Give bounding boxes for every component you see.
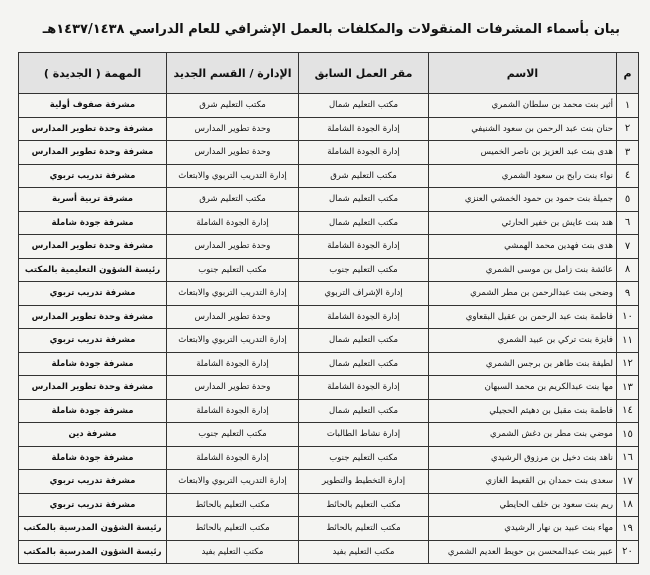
row-new-role: مشرفة تربية أسرية [19, 188, 167, 212]
row-name: عبير بنت عبدالمحسن بن حويط العديم الشمري [429, 540, 617, 564]
table-row [19, 352, 639, 376]
row-new-role: مشرفة وحدة تطوير المدارس [19, 141, 167, 165]
row-new-department: مكتب التعليم بالحائط [167, 493, 299, 517]
table-row [19, 470, 639, 494]
row-prev-workplace: مكتب التعليم شرق [299, 164, 429, 188]
row-prev-workplace: مكتب التعليم شمال [299, 352, 429, 376]
row-name: هدى بنت فهدين محمد الهمشي [429, 235, 617, 259]
table-row [19, 188, 639, 212]
table-row [19, 305, 639, 329]
row-new-role: مشرفة جودة شاملة [19, 352, 167, 376]
row-new-role: مشرفة تدريب تربوي [19, 493, 167, 517]
row-number: ٧ [617, 235, 639, 259]
row-name: حنان بنت عبد الرحمن بن سعود الشنيفي [429, 117, 617, 141]
row-name: هدى بنت عبد العزيز بن ناصر الخميس [429, 141, 617, 165]
row-number: ١ [617, 94, 639, 118]
row-new-role: رئيسة الشؤون المدرسية بالمكتب [19, 540, 167, 564]
row-new-department: وحدة تطوير المدارس [167, 376, 299, 400]
row-new-role: رئيسة الشؤون التعليمية بالمكتب [19, 258, 167, 282]
row-new-department: إدارة الجودة الشاملة [167, 399, 299, 423]
row-new-role: مشرفة تدريب تربوي [19, 164, 167, 188]
row-new-department: وحدة تطوير المدارس [167, 305, 299, 329]
header-name: الاسم [429, 53, 617, 94]
row-new-role: مشرفة وحدة تطوير المدارس [19, 376, 167, 400]
row-prev-workplace: مكتب التعليم شمال [299, 94, 429, 118]
row-new-role: مشرفة جودة شاملة [19, 446, 167, 470]
row-new-role: مشرفة وحدة تطوير المدارس [19, 117, 167, 141]
row-prev-workplace: مكتب التعليم شمال [299, 329, 429, 353]
row-prev-workplace: إدارة الجودة الشاملة [299, 376, 429, 400]
row-new-department: إدارة الجودة الشاملة [167, 211, 299, 235]
table-row [19, 141, 639, 165]
row-new-department: إدارة الجودة الشاملة [167, 446, 299, 470]
row-number: ٢ [617, 117, 639, 141]
row-new-role: مشرفة تدريب تربوي [19, 470, 167, 494]
row-prev-workplace: إدارة الجودة الشاملة [299, 117, 429, 141]
supervisors-table [18, 52, 639, 564]
row-new-department: مكتب التعليم بالحائط [167, 517, 299, 541]
table-row [19, 493, 639, 517]
row-new-department: إدارة التدريب التربوي والابتعاث [167, 164, 299, 188]
row-new-role: مشرفة صفوف أولية [19, 94, 167, 118]
row-number: ٤ [617, 164, 639, 188]
row-name: فايزة بنت تركي بن عبيد الشمري [429, 329, 617, 353]
row-prev-workplace: مكتب التعليم بفيد [299, 540, 429, 564]
document-title: بيان بأسماء المشرفات المنقولات والمكلفات بالعمل الإشرافي للعام الدراسي ١٤٣٧/١٤٣٨هـ [42, 22, 620, 37]
row-name: لطيفة بنت طاهر بن برجس الشمري [429, 352, 617, 376]
row-name: وضحى بنت عبدالرحمن بن مطر الشمري [429, 282, 617, 306]
table-row [19, 258, 639, 282]
row-new-role: مشرفة جودة شاملة [19, 211, 167, 235]
row-prev-workplace: مكتب التعليم شمال [299, 211, 429, 235]
row-name: أثير بنت محمد بن سلطان الشمري [429, 94, 617, 118]
row-new-role: مشرفة وحدة تطوير المدارس [19, 235, 167, 259]
table-row [19, 329, 639, 353]
row-name: فاطمة بنت مقبل بن دهيثم الحجيلي [429, 399, 617, 423]
header-prev-workplace: مقر العمل السابق [299, 53, 429, 94]
row-new-department: إدارة التدريب التربوي والابتعاث [167, 282, 299, 306]
table-header-row [19, 53, 639, 94]
row-new-department: وحدة تطوير المدارس [167, 235, 299, 259]
row-name: مهاء بنت عبيد بن نهار الرشيدي [429, 517, 617, 541]
row-new-department: إدارة التدريب التربوي والابتعاث [167, 329, 299, 353]
table-row [19, 376, 639, 400]
row-number: ١٧ [617, 470, 639, 494]
row-prev-workplace: إدارة الجودة الشاملة [299, 141, 429, 165]
table-row [19, 517, 639, 541]
table-row [19, 211, 639, 235]
row-number: ٨ [617, 258, 639, 282]
row-name: موضي بنت مطر بن دغش الشمري [429, 423, 617, 447]
row-name: ريم بنت سعود بن خلف الحايطي [429, 493, 617, 517]
row-number: ١٨ [617, 493, 639, 517]
row-new-department: وحدة تطوير المدارس [167, 117, 299, 141]
row-prev-workplace: مكتب التعليم شمال [299, 399, 429, 423]
row-new-department: مكتب التعليم جنوب [167, 423, 299, 447]
row-number: ٣ [617, 141, 639, 165]
header-new-department: الإدارة / القسم الجديد [167, 53, 299, 94]
row-name: عائشة بنت زامل بن موسى الشمري [429, 258, 617, 282]
row-prev-workplace: إدارة نشاط الطالبات [299, 423, 429, 447]
row-prev-workplace: مكتب التعليم شمال [299, 188, 429, 212]
row-new-role: مشرفة دين [19, 423, 167, 447]
row-number: ١٩ [617, 517, 639, 541]
table-row [19, 94, 639, 118]
row-new-department: مكتب التعليم شرق [167, 188, 299, 212]
row-number: ٦ [617, 211, 639, 235]
row-prev-workplace: مكتب التعليم جنوب [299, 258, 429, 282]
row-prev-workplace: مكتب التعليم بالحائط [299, 493, 429, 517]
row-prev-workplace: إدارة الجودة الشاملة [299, 305, 429, 329]
row-new-department: مكتب التعليم شرق [167, 94, 299, 118]
table-row [19, 164, 639, 188]
row-name: فاطمة بنت عبد الرحمن بن عقيل البقعاوي [429, 305, 617, 329]
row-new-department: إدارة الجودة الشاملة [167, 352, 299, 376]
table-row [19, 446, 639, 470]
row-name: هند بنت عايش بن خفير الحارثي [429, 211, 617, 235]
row-name: ناهد بنت دخيل بن مرزوق الرشيدي [429, 446, 617, 470]
row-name: مها بنت عبدالكريم بن محمد السبهان [429, 376, 617, 400]
row-new-role: رئيسة الشؤون المدرسية بالمكتب [19, 517, 167, 541]
row-new-role: مشرفة تدريب تربوي [19, 282, 167, 306]
row-number: ٥ [617, 188, 639, 212]
header-new-role: المهمة ( الجديدة ) [19, 53, 167, 94]
row-new-role: مشرفة تدريب تربوي [19, 329, 167, 353]
row-new-role: مشرفة وحدة تطوير المدارس [19, 305, 167, 329]
table-row [19, 235, 639, 259]
row-number: ٢٠ [617, 540, 639, 564]
row-number: ١٦ [617, 446, 639, 470]
row-number: ١٥ [617, 423, 639, 447]
row-number: ٩ [617, 282, 639, 306]
row-new-department: وحدة تطوير المدارس [167, 141, 299, 165]
row-number: ١٣ [617, 376, 639, 400]
row-name: نواء بنت رابح بن سعود الشمري [429, 164, 617, 188]
row-prev-workplace: إدارة الجودة الشاملة [299, 235, 429, 259]
row-name: سعدى بنت حمدان بن القعيط الغازي [429, 470, 617, 494]
row-number: ١٠ [617, 305, 639, 329]
table-row [19, 423, 639, 447]
row-prev-workplace: إدارة التخطيط والتطوير [299, 470, 429, 494]
row-name: جميلة بنت حمود بن حمود الخمشي العنزي [429, 188, 617, 212]
row-number: ١١ [617, 329, 639, 353]
row-new-department: إدارة التدريب التربوي والابتعاث [167, 470, 299, 494]
header-num: م [617, 53, 639, 94]
row-new-department: مكتب التعليم جنوب [167, 258, 299, 282]
row-prev-workplace: إدارة الإشراف التربوي [299, 282, 429, 306]
table-row [19, 282, 639, 306]
row-prev-workplace: مكتب التعليم جنوب [299, 446, 429, 470]
row-new-role: مشرفة جودة شاملة [19, 399, 167, 423]
row-number: ١٢ [617, 352, 639, 376]
table-row [19, 540, 639, 564]
row-number: ١٤ [617, 399, 639, 423]
table-row [19, 117, 639, 141]
table-row [19, 399, 639, 423]
row-prev-workplace: مكتب التعليم بالحائط [299, 517, 429, 541]
row-new-department: مكتب التعليم بفيد [167, 540, 299, 564]
